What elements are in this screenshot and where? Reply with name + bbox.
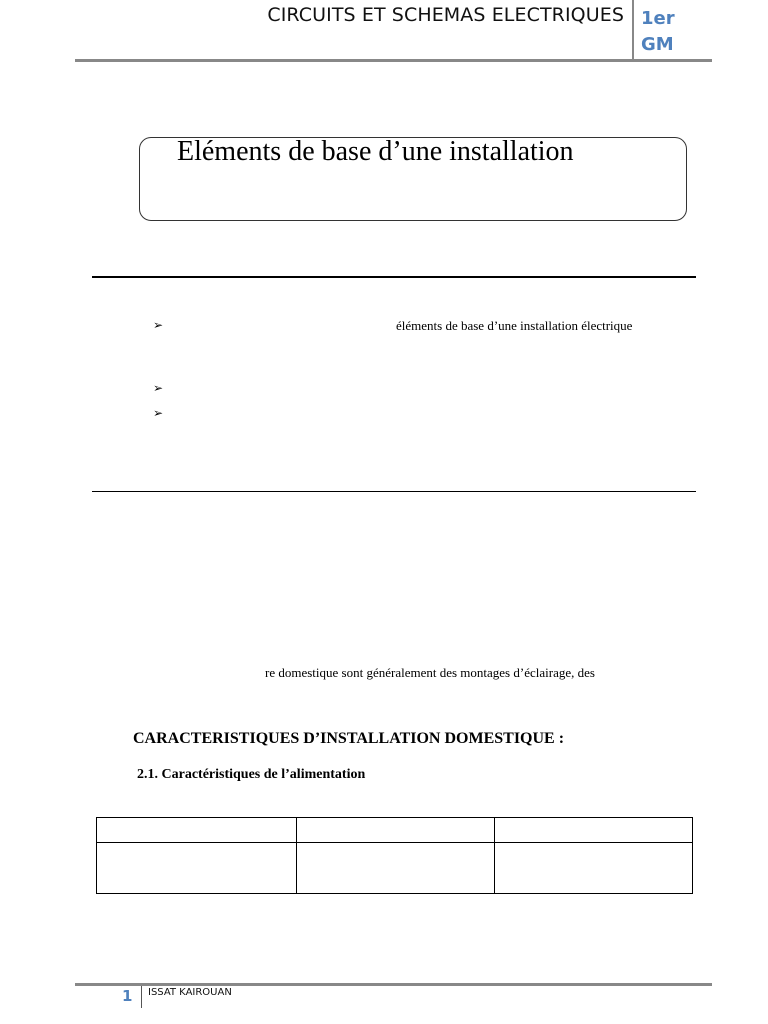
footer-institution: ISSAT KAIROUAN xyxy=(148,987,232,998)
table-cell xyxy=(97,843,297,894)
objective-item-1: éléments de base d’une installation électrique xyxy=(396,318,633,333)
document-header-title: CIRCUITS ET SCHEMAS ELECTRIQUES xyxy=(267,4,624,26)
intro-paragraph-line: re domestique sont généralement des montages d’éclairage, des xyxy=(265,665,595,680)
section-heading: CARACTERISTIQUES D’INSTALLATION DOMESTIQUE : xyxy=(133,730,565,747)
objectives-bottom-rule xyxy=(92,491,696,492)
table-row xyxy=(97,843,693,894)
header-tag-line-2: GM xyxy=(641,34,674,55)
objectives-top-rule xyxy=(92,276,696,278)
page-number: 1 xyxy=(122,987,133,1005)
bullet-arrow-icon: ➢ xyxy=(153,381,164,395)
table-cell xyxy=(97,818,297,843)
table-cell xyxy=(495,843,693,894)
table-cell xyxy=(495,818,693,843)
table-cell xyxy=(297,843,495,894)
table-cell xyxy=(297,818,495,843)
table-row xyxy=(97,818,693,843)
footer-rule xyxy=(75,983,712,986)
footer-separator xyxy=(141,986,142,1008)
bullet-arrow-icon: ➢ xyxy=(153,318,164,332)
header-separator xyxy=(632,0,634,60)
bullet-arrow-icon: ➢ xyxy=(153,406,164,420)
header-tag-line-1: 1er xyxy=(641,8,675,29)
header-class-tag xyxy=(641,6,675,58)
power-characteristics-table xyxy=(96,817,693,894)
chapter-title: Eléments de base d’une installation xyxy=(177,136,574,167)
subsection-heading: 2.1. Caractéristiques de l’alimentation xyxy=(137,767,366,782)
header-rule xyxy=(75,59,712,62)
